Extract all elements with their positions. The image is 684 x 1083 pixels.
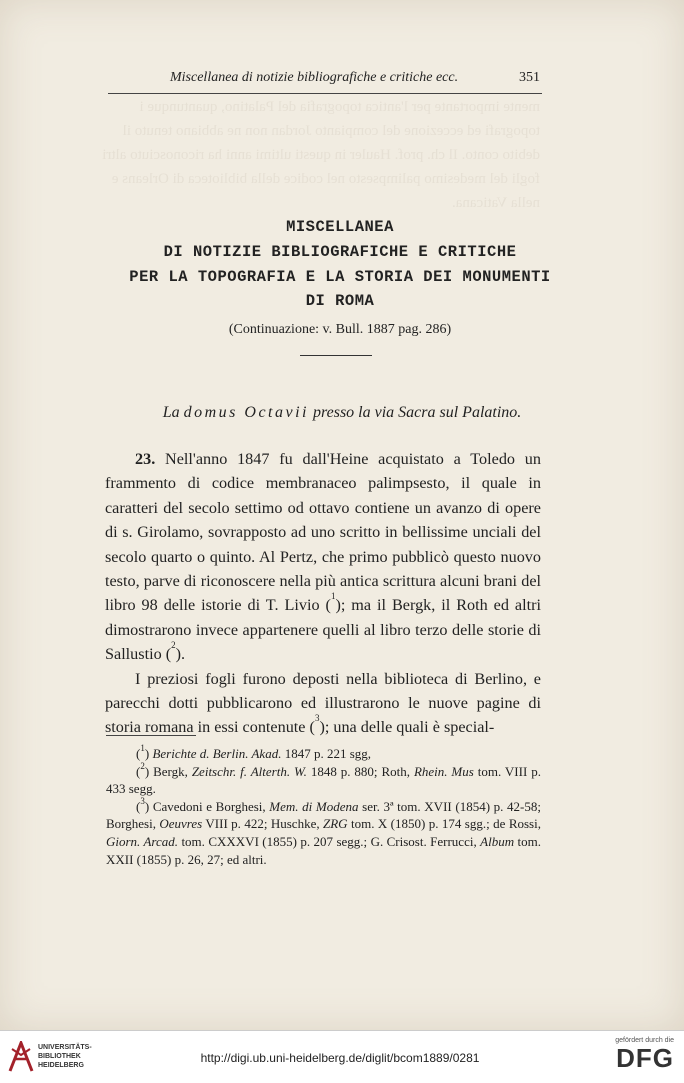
subheading-part-3: presso la via Sacra sul Palatino. bbox=[308, 404, 522, 421]
footnote-1: ($^1$) Berichte d. Berlin. Akad. 1847 p. 221 sgg, bbox=[136, 743, 372, 761]
p1-text-b: ); ma il Bergk, il Roth ed altri dimostrarono invece appartenere quelli al libro terzo delle storie di Sallustio ( bbox=[105, 596, 541, 664]
fn3-h: Giorn. Arcad. bbox=[106, 833, 179, 849]
footnote-ref-3[interactable]: 3 bbox=[314, 713, 320, 724]
paragraph-2 bbox=[105, 667, 541, 740]
fn3-f: ZRG bbox=[323, 816, 348, 832]
fn2-e: tom. VIII p. 433 segg. bbox=[106, 763, 541, 797]
library-name-line-3: HEIDELBERG bbox=[38, 1062, 84, 1069]
library-emblem-icon bbox=[8, 1041, 34, 1073]
library-logo[interactable] bbox=[6, 1039, 106, 1079]
fn1-ref: 1847 p. 221 sgg, bbox=[281, 746, 372, 761]
library-name-line-2: BIBLIOTHEK bbox=[38, 1053, 81, 1060]
fn2-c: 1848 p. 880; Roth, bbox=[306, 763, 414, 779]
paragraph-number: 23. bbox=[135, 450, 156, 468]
fn3-k: tom. XXII (1855) p. 26, 27; ed altri. bbox=[106, 833, 541, 867]
p1-text-c: ). bbox=[175, 645, 186, 664]
fn3-e: VIII p. 422; Huschke, bbox=[202, 816, 324, 832]
fn3-d: Oeuvres bbox=[159, 816, 203, 832]
title-line-1: MISCELLANEA bbox=[286, 218, 394, 236]
footnote-ref-1[interactable]: 1 bbox=[330, 591, 336, 602]
fn3-g: tom. X (1850) p. 174 sgg.; de Rossi, bbox=[347, 816, 541, 832]
footnote-mark-1: 1 bbox=[140, 743, 145, 753]
fn3-i: tom. CXXXVI (1855) p. 207 segg.; G. Crisost. Ferrucci, bbox=[178, 833, 481, 849]
section-subheading bbox=[105, 404, 579, 422]
funded-by-text: gefördert durch die bbox=[615, 1037, 674, 1044]
title-divider bbox=[300, 355, 372, 356]
subheading-spaced-term: domus Octavii bbox=[183, 404, 309, 421]
dfg-logo[interactable] bbox=[600, 1037, 674, 1072]
fn2-a: Bergk, bbox=[149, 763, 192, 779]
fn3-b: Mem. di Modena bbox=[269, 798, 359, 814]
footnote-divider bbox=[106, 735, 196, 736]
continuation-note: (Continuazione: v. Bull. 1887 pag. 286) bbox=[228, 322, 452, 337]
footnote-mark-3: 3 bbox=[140, 795, 145, 806]
fn3-j: Album bbox=[480, 833, 515, 849]
subheading-part-1: La bbox=[162, 404, 184, 421]
dfg-wordmark: DFG bbox=[616, 1043, 674, 1073]
paragraph-1 bbox=[105, 447, 541, 667]
p2-text-b: ); una delle quali è special- bbox=[319, 718, 495, 737]
library-name-line-1: UNIVERSITÄTS- bbox=[38, 1044, 92, 1051]
fn1-title: Berichte d. Berlin. Akad. bbox=[152, 746, 282, 761]
footnote-2: ($^2$) Bergk, Zeitschr. f. Alterth. W. 1848 p. 880; Roth, Rhein. Mus tom. VIII p. 433 segg. bbox=[106, 760, 541, 797]
p2-text-a: I preziosi fogli furono deposti nella biblioteca di Berlino, e parecchi dotti pubblicarono ed illustrarono le nuove pagine di storia romana in essi contenute ( bbox=[105, 669, 541, 737]
page-number: 351 bbox=[519, 70, 540, 85]
title-line-3: PER LA TOPOGRAFIA E LA STORIA DEI MONUMENTI bbox=[129, 268, 551, 286]
title-line-2: DI NOTIZIE BIBLIOGRAFICHE E CRITICHE bbox=[163, 243, 517, 261]
bleed-through-text: mente importante per l'antica topografia del Palatino, quantunque i topografi ed eccezione del compianto Jordan non ne abbiano tenuto il debito conto. Il ch. prof. Hauler in questi ultimi anni ha riconosciuto altri fogli del medesimo palimpsesto nel codice della biblioteca di Orleans e nella Vaticana. bbox=[102, 99, 540, 211]
footnote-3: ($^3$) Cavedoni e Borghesi, Mem. di Modena ser. 3ª tom. XVII (1854) p. 42-58; Borghesi, Oeuvres VIII p. 422; Huschke, ZRG tom. X (1850) p. 174 sgg.; de Rossi, Giorn. Arcad. tom. CXXXVI (1855) p. 207 segg.; G. Crisost. Ferrucci, Album tom. XXII (1855) p. 26, 27; ed altri. bbox=[106, 795, 541, 867]
viewer-footer bbox=[0, 1030, 684, 1083]
running-title: Miscellanea di notizie bibliografiche e critiche ecc. bbox=[170, 70, 459, 85]
title-line-4: DI ROMA bbox=[305, 292, 375, 310]
fn3-c: ser. 3ª tom. XVII (1854) p. 42-58; Borghesi, bbox=[106, 798, 541, 832]
permalink-url[interactable]: http://digi.ub.uni-heidelberg.de/diglit/bcom1889/0281 bbox=[200, 1051, 480, 1065]
fn2-d: Rhein. Mus bbox=[413, 763, 474, 779]
running-header bbox=[108, 70, 542, 94]
fn2-b: Zeitschr. f. Alterth. W. bbox=[191, 763, 307, 779]
fn3-a: Cavedoni e Borghesi, bbox=[149, 798, 270, 814]
body-text bbox=[105, 447, 541, 740]
footnote-mark-2: 2 bbox=[140, 760, 145, 771]
p1-text-a: Nell'anno 1847 fu dall'Heine acquistato a Toledo un frammento di codice membranaceo palimpsesto, il quale in caratteri del secolo settimo od ottavo contiene un avanzo di opere di s. Girolamo, sovrapposto ad uno scritto in bellissime unciali del secolo quarto o quinto. Al Pertz, che primo pubblicò questo nuovo testo, parve di riconoscere nella più antica scrittura alcuni brani del libro 98 delle istorie di T. Livio ( bbox=[105, 450, 541, 615]
footnotes bbox=[106, 745, 541, 868]
footnote-ref-2[interactable]: 2 bbox=[171, 640, 176, 651]
